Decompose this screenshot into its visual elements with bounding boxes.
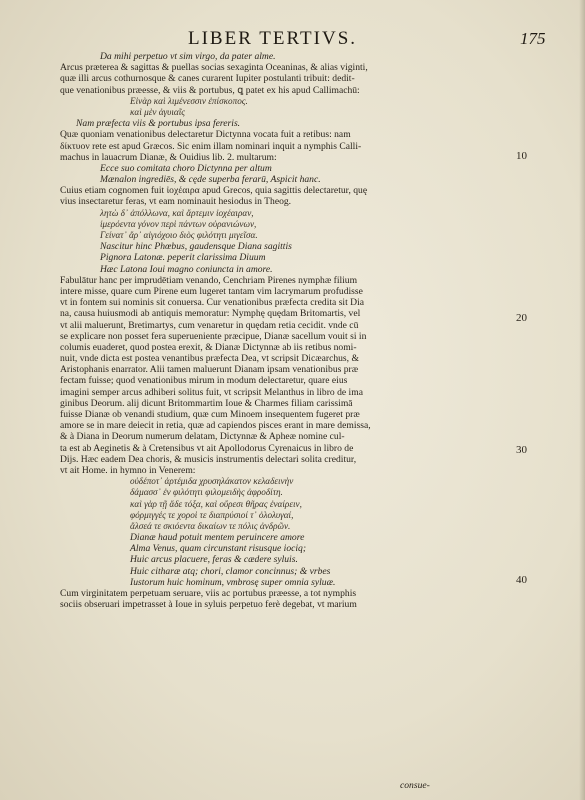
text-line: columis euaderet, quod postea erexit, & Dianæ Dictynnæ ab iis retibus nomi-: [60, 341, 357, 353]
text-line: quæ illi arcus cothurnosque & canes curarent Iupiter postulanti tribuit: dedit-: [60, 73, 355, 85]
text-line: Huic arcus placuere, feras & cædere syluis.: [130, 554, 298, 566]
margin-number: 40: [516, 574, 527, 586]
text-line: φόρμιγγές τε χοροὶ τε διαπρύσιοί τ᾽ ὀλολυγαί,: [130, 509, 294, 520]
text-line: Dijs. Hæc eadem Dea choris, & musicis instrumentis delectari solita creditur,: [60, 453, 357, 465]
text-line: Aristophanis enarrator. Alii tamen maluerunt Dianam ipsam venationibus præ: [60, 364, 359, 376]
text-line: λητὼ δ᾽ ἀπόλλωνα, καὶ ἄρτεμιν ἰοχέαιραν,: [100, 207, 254, 218]
text-line: na, causa huiusmodi ab antiquis memoratur: Nymphę quędam Britomartis, vel: [60, 308, 361, 320]
text-line: ginibus Deorum. alij dicunt Britommartim Ioue & Charmes filiam carissimā: [60, 397, 353, 409]
text-line: imagini semper arcus adhiberi solitus fuit, vt scripsit Melanthus in libro de ima: [60, 386, 363, 398]
text-line: se explicare non posset fera superueniente præcipue, Dianæ sacellum vouit si in: [60, 330, 367, 342]
text-line: amore se in mare deiecit in retia, quæ ad capiendos pisces erant in mare demissa,: [60, 420, 371, 432]
text-line: vt alii maluerunt, Bretimartys, cum venaretur in quędam retia cecidit. vnde cū: [60, 319, 359, 331]
text-line: Ecce suo comitata choro Dictynna per altum: [100, 162, 272, 174]
text-line: Nam præfecta viis & portubus ipsa fereris.: [76, 118, 241, 130]
text-line: Huic citharæ atq; chori, clamor concinnus; & vrbes: [130, 565, 331, 577]
text-line: Fabulātur hanc per imprudētiam venando, Cenchriam Pirenes nymphæ filium: [60, 274, 358, 286]
text-line: machus in lauacrum Dianæ, & Ouidius lib. 2. multarum:: [60, 151, 277, 163]
margin-number: 30: [516, 444, 527, 456]
text-line: nuit, vnde dicta est postea venantibus præfecta Dea, vt scripsit Dicæarchus, &: [60, 353, 359, 365]
text-line: ἱμερόεντα γόνον περὶ πάντων οὐρανιώνων,: [100, 218, 257, 229]
running-title: LIBER TERTIVS.: [188, 28, 358, 49]
text-line: καὶ μὲν ἀγυιαῖς: [130, 106, 186, 117]
text-line: Da mihi perpetuo vt sim virgo, da pater alme.: [100, 51, 276, 62]
text-line: que venationibus præesse, & viis & portubus, ꝗ patet ex his apud Callimachū:: [60, 84, 360, 96]
text-line: Nascitur hinc Phœbus, gaudensque Diana sagittis: [100, 241, 292, 253]
margin-number: 20: [516, 312, 527, 324]
page-edge-shadow: [579, 0, 585, 800]
text-block: [60, 51, 470, 610]
text-line: & à Diana in Deorum numerum delatam, Dictynnæ & Apheæ nomine cul-: [60, 431, 345, 443]
text-line: ἄλσεά τε σκιόεντα δικαίων τε πόλις ἀνδρῶν.: [130, 520, 291, 531]
text-line: fuisse Dianæ ob venandi studium, quæ cum Minoem insequentem fugeret præ: [60, 409, 360, 420]
text-line: ta est ab Aeginetis & à Cretensibus vt ait Apollodorus Cyrenaicus in libro de: [60, 442, 354, 454]
text-line: οὐδέποτ᾽ ἀρτέμιδα χρυσηλάκατον κελαδεινὴν: [130, 476, 294, 487]
text-line: καὶ γὰρ τῇ ἅδε τόξα, καὶ οὔρεσι θῆρας ἐναίρειν,: [130, 498, 302, 509]
text-line: δάμασσ᾽ ἐν φιλότητι φιλομειδὴς ἀφροδίτη.: [130, 487, 283, 498]
text-line: vt in fontem sui nominis sit conuersa. Cur venationibus præfecta credita sit Dia: [60, 297, 365, 309]
text-line: fectam fuisse; quod venationibus mirum in modum delectaretur, quare eius: [60, 375, 348, 387]
text-line: δίκτυον rete est apud Græcos. Sic enim illam nominari inquit a nymphis Calli-: [60, 140, 362, 152]
text-line: Dianæ haud potuit mentem peruincere amore: [130, 532, 305, 544]
catchword: consue-: [400, 780, 430, 791]
text-line: vius insectaretur feras, vt eam nominauit hesiodus in Theog.: [60, 196, 292, 208]
text-line: vt ait Home. in hymno in Venerem:: [60, 464, 196, 476]
text-line: Γείνατ᾽ ἄρ᾽ αἰγιόχοιο διὸς φιλότητι μιγεῖσα.: [100, 230, 258, 240]
text-line: Εἰνὰρ καὶ λιμένεσσιν ἐπίσκοπος.: [130, 95, 248, 106]
text-line: Alma Venus, quam circunstant risusque iociq;: [130, 543, 307, 555]
page-number: 175: [520, 29, 546, 48]
text-line: Pignora Latonæ. peperit clarissima Diuum: [100, 252, 266, 264]
text-line: Cuius etiam cognomen fuit ἰοχέαιρα apud Grecos, quia sagittis delectaretur, quę: [60, 185, 368, 197]
text-line: Hæc Latona Ioui magno coniuncta in amore.: [100, 263, 273, 275]
text-line: sociis obseruari impetrasset à Ioue in syluis perpetuo ferè degebat, vt marium: [60, 599, 357, 611]
text-line: Arcus præterea & sagittas & puellas socias sexaginta Oceaninas, & alias viginti,: [60, 62, 368, 74]
text-line: Quæ quoniam venationibus delectaretur Dictynna vocata fuit a retibus: nam: [60, 129, 351, 141]
text-line: Mænalon ingrediēs, & cęde superba ferarū, Aspicit hanc.: [100, 174, 321, 186]
text-line: intere misse, quare cum Pirene eum lugeret tantam vim lacrymarum profudisse: [60, 285, 363, 297]
margin-number: 10: [516, 150, 527, 162]
text-line: Cum virginitatem perpetuam seruare, viis ac portubus præesse, a tot nymphis: [60, 588, 357, 599]
text-line: Iustorum huic hominum, vmbrosę super omnia syluæ.: [130, 576, 336, 588]
